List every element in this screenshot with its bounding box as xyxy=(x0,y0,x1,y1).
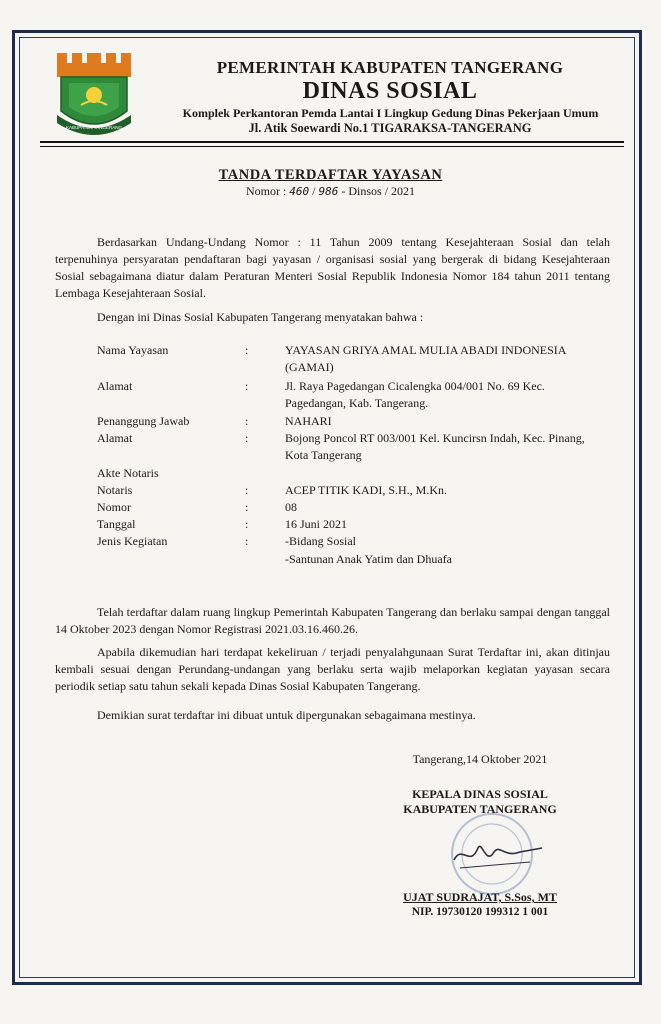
paragraph-closing-text: Demikian surat terdaftar ini dibuat untuk dipergunakan sebagaimana mestinya. xyxy=(97,708,476,722)
label-penanggung-jawab: Penanggung Jawab xyxy=(97,414,190,428)
number-separator: / xyxy=(312,184,316,198)
label-alamat-pj: Alamat xyxy=(97,431,133,445)
colon: : xyxy=(245,414,249,428)
official-stamp-icon xyxy=(430,808,565,900)
paragraph-closing xyxy=(55,707,610,724)
value-nama-yayasan: YAYASAN GRIYA AMAL MULIA ABADI INDONESIA (GAMAI) xyxy=(285,343,566,374)
signer-title-2: KABUPATEN TANGERANG xyxy=(403,802,557,816)
value-tanggal: 16 Juni 2021 xyxy=(285,517,348,531)
colon: : xyxy=(245,534,249,548)
value-nomor: 08 xyxy=(285,500,297,514)
signer-name: UJAT SUDRAJAT, S.Sos, MT xyxy=(403,890,557,904)
colon: : xyxy=(245,517,249,531)
label-alamat: Alamat xyxy=(97,379,133,393)
colon: : xyxy=(245,483,249,497)
paragraph-misuse xyxy=(55,644,610,695)
signer-title-1: KEPALA DINAS SOSIAL xyxy=(412,787,548,801)
label-jenis-kegiatan: Jenis Kegiatan xyxy=(97,534,168,548)
header-government: PEMERINTAH KABUPATEN TANGERANG xyxy=(216,58,564,77)
header-rule-thin xyxy=(40,146,624,147)
paragraph-legal-basis-text: Berdasarkan Undang-Undang Nomor : 11 Tahun 2009 tentang Kesejahteraan Sosial dan telah terpenuhinya persyaratan pendaftaran bagi yayasan / organisasi sosial yang bergerak di bidang Kesejahteraan Sosial sebagaimana diatur dalam Peraturan Menteri Sosial Republik Indonesia Nomor 184 tahun 2011 tentang Lembaga Kesejahteraan Sosial. xyxy=(55,235,610,300)
number-prefix: Nomor : xyxy=(245,184,287,198)
label-nomor: Nomor xyxy=(97,500,131,514)
number-handwritten-1: 460 xyxy=(289,185,310,198)
colon: : xyxy=(245,431,249,445)
label-notaris: Notaris xyxy=(97,483,133,497)
place-date: Tangerang,14 Oktober 2021 xyxy=(412,752,548,766)
value-notaris: ACEP TITIK KADI, S.H., M.Kn. xyxy=(285,483,447,497)
value-jenis-kegiatan-2: -Santunan Anak Yatim dan Dhuafa xyxy=(285,552,452,566)
paragraph-legal-basis xyxy=(55,234,610,302)
header-address-1: Komplek Perkantoran Pemda Lantai I Lingkup Gedung Dinas Pekerjaan Umum xyxy=(182,106,599,120)
tangerang-logo-icon xyxy=(55,53,133,137)
colon: : xyxy=(245,500,249,514)
document-number xyxy=(0,184,661,199)
number-handwritten-2: 986 xyxy=(318,185,339,198)
paragraph-registration xyxy=(55,604,610,638)
colon: : xyxy=(245,343,249,357)
colon: : xyxy=(245,379,249,393)
header-address-2: Jl. Atik Soewardi No.1 TIGARAKSA-TANGERANG xyxy=(248,121,532,135)
label-akte-notaris: Akte Notaris xyxy=(97,466,159,480)
logo-text: KABUPATEN TANGERANG xyxy=(66,125,122,130)
signer-nip: NIP. 19730120 199312 1 001 xyxy=(411,906,549,918)
value-penanggung-jawab: NAHARI xyxy=(285,414,332,428)
value-jenis-kegiatan-1: -Bidang Sosial xyxy=(285,534,356,548)
document-title: TANDA TERDAFTAR YAYASAN xyxy=(218,167,443,183)
header-rule-thick xyxy=(40,141,624,143)
paragraph-misuse-text: Apabila dikemudian hari terdapat kekeliruan / terjadi penyalahgunaan Surat Terdaftar ini, akan ditinjau kembali sesuai dengan Perundang-undangan yang berlaku serta wajib melaporkan kegiatan yayasan secara periodik setiap satu tahun sekali kepada Dinas Sosial Kabupaten Tangerang. xyxy=(55,645,610,693)
paragraph-registration-text: Telah terdaftar dalam ruang lingkup Pemerintah Kabupaten Tangerang dan berlaku sampai dengan tanggal 14 Oktober 2023 dengan Nomor Registrasi 2021.03.16.460.26. xyxy=(55,605,610,636)
header-agency: DINAS SOSIAL xyxy=(302,78,478,104)
value-alamat-pj: Bojong Poncol RT 003/001 Kel. Kuncirsn Indah, Kec. Pinang, Kota Tangerang xyxy=(285,431,585,462)
number-suffix: - Dinsos / 2021 xyxy=(341,184,416,198)
label-nama-yayasan: Nama Yayasan xyxy=(97,343,169,357)
value-alamat: Jl. Raya Pagedangan Cicalengka 004/001 No. 69 Kec. Pagedangan, Kab. Tangerang. xyxy=(285,379,545,410)
label-tanggal: Tanggal xyxy=(97,517,136,531)
paragraph-declaration: Dengan ini Dinas Sosial Kabupaten Tangerang menyatakan bahwa : xyxy=(97,310,424,324)
